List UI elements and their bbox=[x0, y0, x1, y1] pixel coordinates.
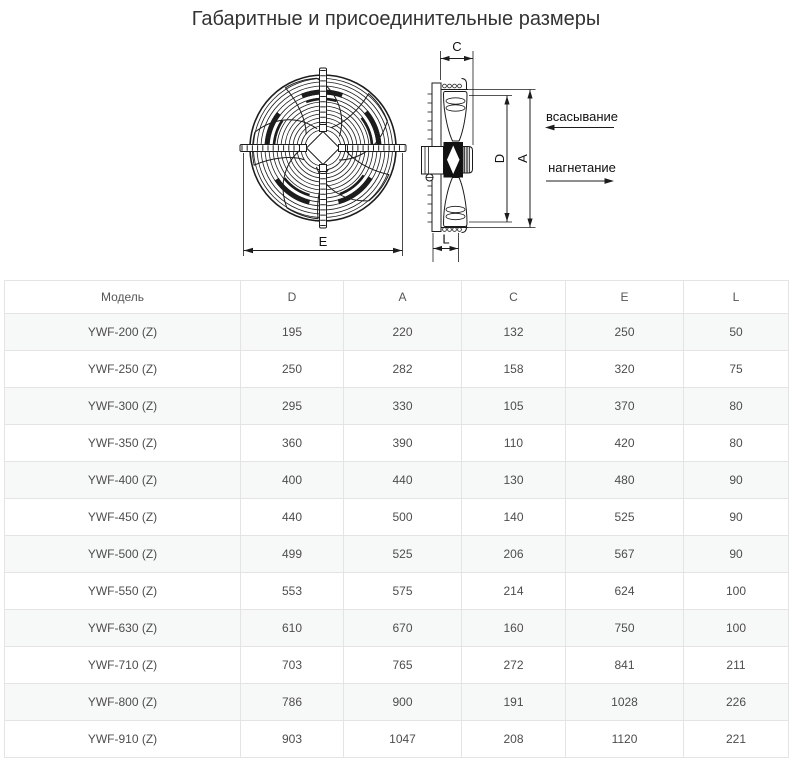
table-row bbox=[5, 314, 789, 351]
cell-model: YWF-300 (Z) bbox=[5, 388, 241, 425]
cell-e: 567 bbox=[566, 536, 684, 573]
cell-d: 499 bbox=[241, 536, 344, 573]
table-row bbox=[5, 462, 789, 499]
suction-label: всасывание bbox=[546, 109, 618, 124]
cell-l: 226 bbox=[684, 684, 789, 721]
table-row bbox=[5, 647, 789, 684]
cell-a: 575 bbox=[344, 573, 462, 610]
dimensions-table bbox=[4, 280, 789, 758]
cell-model: YWF-200 (Z) bbox=[5, 314, 241, 351]
cell-d: 360 bbox=[241, 425, 344, 462]
cell-d: 440 bbox=[241, 499, 344, 536]
cell-c: 132 bbox=[462, 314, 566, 351]
cell-l: 50 bbox=[684, 314, 789, 351]
airflow-annotations bbox=[545, 109, 618, 184]
cell-e: 250 bbox=[566, 314, 684, 351]
cell-l: 75 bbox=[684, 351, 789, 388]
cell-l: 90 bbox=[684, 462, 789, 499]
cell-l: 221 bbox=[684, 721, 789, 758]
cell-l: 80 bbox=[684, 425, 789, 462]
table-row bbox=[5, 684, 789, 721]
cell-c: 208 bbox=[462, 721, 566, 758]
dimension-a-label: A bbox=[514, 154, 530, 163]
table-header-row bbox=[5, 281, 789, 314]
cell-a: 1047 bbox=[344, 721, 462, 758]
cell-c: 214 bbox=[462, 573, 566, 610]
fan-side-view bbox=[422, 39, 619, 262]
cell-c: 158 bbox=[462, 351, 566, 388]
cell-e: 320 bbox=[566, 351, 684, 388]
cell-model: YWF-500 (Z) bbox=[5, 536, 241, 573]
cell-l: 90 bbox=[684, 499, 789, 536]
cell-d: 250 bbox=[241, 351, 344, 388]
cell-d: 400 bbox=[241, 462, 344, 499]
dimension-d-label: D bbox=[491, 153, 507, 164]
table-row bbox=[5, 425, 789, 462]
dimensional-drawing bbox=[0, 33, 792, 259]
discharge-label: нагнетание bbox=[548, 160, 616, 175]
cell-model: YWF-450 (Z) bbox=[5, 499, 241, 536]
page-title: Габаритные и присоединительные размеры bbox=[191, 8, 601, 30]
cell-d: 195 bbox=[241, 314, 344, 351]
cell-d: 610 bbox=[241, 610, 344, 647]
cell-a: 500 bbox=[344, 499, 462, 536]
cell-a: 765 bbox=[344, 647, 462, 684]
table-row bbox=[5, 610, 789, 647]
dimension-e-label: E bbox=[318, 234, 328, 249]
cell-d: 703 bbox=[241, 647, 344, 684]
cell-a: 525 bbox=[344, 536, 462, 573]
column-header-c: C bbox=[462, 281, 566, 314]
dimension-l bbox=[433, 232, 459, 263]
cell-c: 160 bbox=[462, 610, 566, 647]
cell-model: YWF-630 (Z) bbox=[5, 610, 241, 647]
cell-l: 211 bbox=[684, 647, 789, 684]
cell-e: 624 bbox=[566, 573, 684, 610]
cell-d: 553 bbox=[241, 573, 344, 610]
motor-hub bbox=[422, 142, 473, 181]
table-row bbox=[5, 573, 789, 610]
cell-model: YWF-400 (Z) bbox=[5, 462, 241, 499]
dimension-d bbox=[469, 96, 512, 223]
cell-d: 786 bbox=[241, 684, 344, 721]
discharge-arrow-icon bbox=[605, 178, 615, 184]
cell-model: YWF-550 (Z) bbox=[5, 573, 241, 610]
cell-e: 841 bbox=[566, 647, 684, 684]
cell-a: 390 bbox=[344, 425, 462, 462]
cell-l: 100 bbox=[684, 573, 789, 610]
table-row bbox=[5, 499, 789, 536]
cell-e: 420 bbox=[566, 425, 684, 462]
cell-e: 480 bbox=[566, 462, 684, 499]
cell-a: 330 bbox=[344, 388, 462, 425]
cell-d: 903 bbox=[241, 721, 344, 758]
cell-model: YWF-710 (Z) bbox=[5, 647, 241, 684]
cell-a: 440 bbox=[344, 462, 462, 499]
cell-a: 670 bbox=[344, 610, 462, 647]
suction-arrow-icon bbox=[545, 125, 555, 131]
cell-model: YWF-800 (Z) bbox=[5, 684, 241, 721]
column-header-e: E bbox=[566, 281, 684, 314]
cell-e: 525 bbox=[566, 499, 684, 536]
cell-l: 100 bbox=[684, 610, 789, 647]
table-row bbox=[5, 351, 789, 388]
cell-model: YWF-350 (Z) bbox=[5, 425, 241, 462]
cell-a: 282 bbox=[344, 351, 462, 388]
cell-a: 900 bbox=[344, 684, 462, 721]
cell-c: 206 bbox=[462, 536, 566, 573]
column-header-model: Модель bbox=[5, 281, 241, 314]
cell-c: 140 bbox=[462, 499, 566, 536]
dimension-c-label: C bbox=[452, 39, 462, 54]
cell-c: 191 bbox=[462, 684, 566, 721]
cell-e: 1028 bbox=[566, 684, 684, 721]
cell-d: 295 bbox=[241, 388, 344, 425]
column-header-a: A bbox=[344, 281, 462, 314]
cell-l: 80 bbox=[684, 388, 789, 425]
cell-c: 272 bbox=[462, 647, 566, 684]
cell-c: 110 bbox=[462, 425, 566, 462]
cell-a: 220 bbox=[344, 314, 462, 351]
cell-c: 105 bbox=[462, 388, 566, 425]
column-header-l: L bbox=[684, 281, 789, 314]
cell-e: 750 bbox=[566, 610, 684, 647]
cell-e: 370 bbox=[566, 388, 684, 425]
cell-e: 1120 bbox=[566, 721, 684, 758]
cell-c: 130 bbox=[462, 462, 566, 499]
cell-model: YWF-250 (Z) bbox=[5, 351, 241, 388]
table-row bbox=[5, 536, 789, 573]
cell-l: 90 bbox=[684, 536, 789, 573]
column-header-d: D bbox=[241, 281, 344, 314]
dimension-l-label: L bbox=[442, 231, 450, 247]
table-row bbox=[5, 388, 789, 425]
cell-model: YWF-910 (Z) bbox=[5, 721, 241, 758]
fan-drawing-svg bbox=[230, 38, 626, 266]
fan-front-view bbox=[240, 68, 406, 256]
